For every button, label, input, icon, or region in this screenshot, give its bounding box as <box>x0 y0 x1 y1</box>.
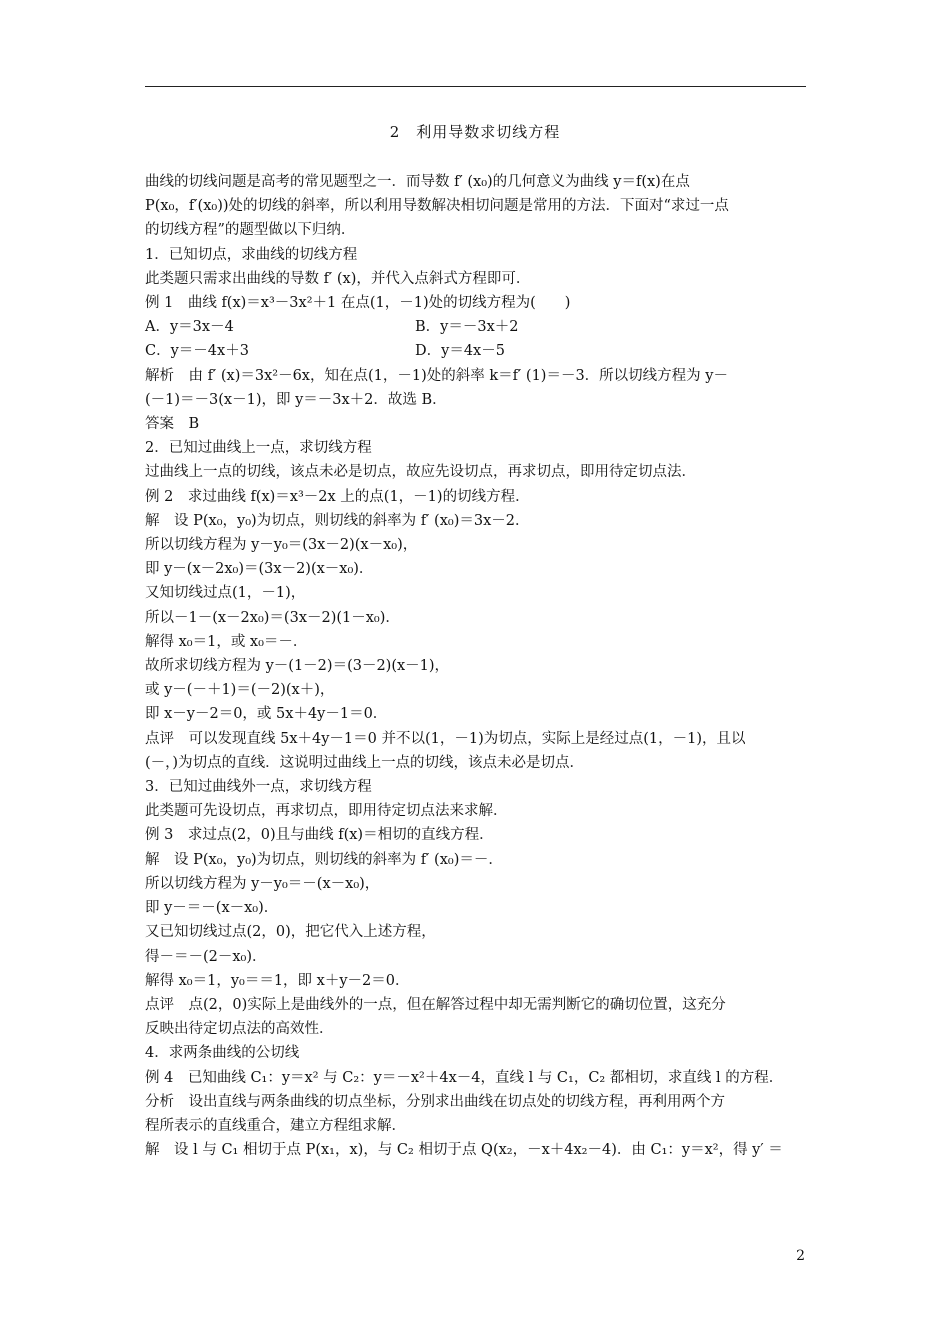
text-line: 解析 由 f′ (x)＝3x²－6x，知在点(1，－1)处的斜率 k＝f′ (1)＝－3．所以切线方程为 y－ <box>145 367 728 384</box>
answer-line: 答案 B <box>145 416 200 433</box>
text-line: 又知切线过点(1，－1)， <box>145 585 306 602</box>
document-body <box>145 170 807 1162</box>
option-c: C．y＝－4x＋3 <box>145 343 249 360</box>
section-heading: 4．求两条曲线的公切线 <box>145 1045 300 1062</box>
option-b: B．y＝－3x＋2 <box>415 319 519 336</box>
text-line: 解 设 P(x₀，y₀)为切点，则切线的斜率为 f′ (x₀)＝3x－2． <box>145 512 530 529</box>
text-line: 解得 x₀＝1，y₀＝＝1，即 x＋y－2＝0． <box>145 972 410 989</box>
text-line: 例 4 已知曲线 C₁：y＝x² 与 C₂：y＝－x²＋4x－4，直线 l 与 C₁，C₂ 都相切，求直线 l 的方程． <box>145 1069 784 1086</box>
section-title: 2 利用导数求切线方程 <box>389 123 561 141</box>
section-heading: 2．已知过曲线上一点，求切线方程 <box>145 440 372 457</box>
text-line: 解 设 P(x₀，y₀)为切点，则切线的斜率为 f′ (x₀)＝－． <box>145 851 503 868</box>
text-line: 得－＝－(2－x₀)． <box>145 948 267 965</box>
text-line: 分析 设出直线与两条曲线的切点坐标，分别求出曲线在切点处的切线方程，再利用两个方 <box>145 1093 725 1110</box>
text-line: 点评 点(2，0)实际上是曲线外的一点，但在解答过程中却无需判断它的确切位置，这充分 <box>145 996 726 1013</box>
text-line: 例 1 曲线 f(x)＝x³－3x²＋1 在点(1，－1)处的切线方程为( ) <box>145 295 571 312</box>
section-heading: 3．已知过曲线外一点，求切线方程 <box>145 779 372 796</box>
text-line: 故所求切线方程为 y－(1－2)＝(3－2)(x－1)， <box>145 658 450 675</box>
answer-options-row <box>145 315 807 339</box>
text-line: 例 2 求过曲线 f(x)＝x³－2x 上的点(1，－1)的切线方程． <box>145 488 530 505</box>
header-rule <box>145 86 806 87</box>
text-line: 解 设 l 与 C₁ 相切于点 P(x₁，x)，与 C₂ 相切于点 Q(x₂，－x＋4x₂－4)．由 C₁：y＝x²，得 y′ ＝ <box>145 1142 783 1159</box>
text-line: (－，)为切点的直线．这说明过曲线上一点的切线，该点未必是切点． <box>145 754 585 771</box>
intro-line: P(x₀，f′(x₀))处的切线的斜率，所以利用导数解决相切问题是常用的方法．下面对“求过一点 <box>145 198 729 215</box>
text-line: 过曲线上一点的切线，该点未必是切点，故应先设切点，再求切点，即用待定切点法． <box>145 464 696 481</box>
text-line: (－1)＝－3(x－1)，即 y＝－3x＋2．故选 B． <box>145 391 447 408</box>
intro-line: 的切线方程”的题型做以下归纳． <box>145 222 356 239</box>
text-line: 解得 x₀＝1，或 x₀＝－． <box>145 633 308 650</box>
text-line: 即 y－(x－2x₀)＝(3x－2)(x－x₀)． <box>145 561 374 578</box>
text-line: 即 y－＝－(x－x₀)． <box>145 900 279 917</box>
section-heading: 1．已知切点，求曲线的切线方程 <box>145 246 358 263</box>
text-line: 此类题只需求出曲线的导数 f′ (x)，并代入点斜式方程即可． <box>145 270 531 287</box>
text-line: 所以－1－(x－2x₀)＝(3x－2)(1－x₀)． <box>145 609 400 626</box>
page-number: 2 <box>796 1248 805 1264</box>
text-line: 此类题可先设切点，再求切点，即用待定切点法来求解． <box>145 803 508 820</box>
text-line: 反映出待定切点法的高效性． <box>145 1021 334 1038</box>
text-line: 点评 可以发现直线 5x＋4y－1＝0 并不以(1，－1)为切点，实际上是经过点(1，－1)，且以 <box>145 730 746 747</box>
text-line: 或 y－(－＋1)＝(－2)(x＋)， <box>145 682 335 699</box>
text-line: 例 3 求过点(2，0)且与曲线 f(x)＝相切的直线方程． <box>145 827 494 844</box>
option-a: A．y＝3x－4 <box>145 319 234 336</box>
intro-line: 曲线的切线问题是高考的常见题型之一．而导数 f′ (x₀)的几何意义为曲线 y＝f(x)在点 <box>145 174 690 190</box>
option-d: D．y＝4x－5 <box>415 343 505 360</box>
text-line: 又已知切线过点(2，0)，把它代入上述方程， <box>145 924 436 941</box>
text-line: 所以切线方程为 y－y₀＝(3x－2)(x－x₀)， <box>145 537 418 554</box>
text-line: 即 x－y－2＝0，或 5x＋4y－1＝0． <box>145 706 388 723</box>
answer-options-row <box>145 339 807 363</box>
text-line: 程所表示的直线重合，建立方程组求解． <box>145 1117 406 1134</box>
text-line: 所以切线方程为 y－y₀＝－(x－x₀)， <box>145 875 380 892</box>
